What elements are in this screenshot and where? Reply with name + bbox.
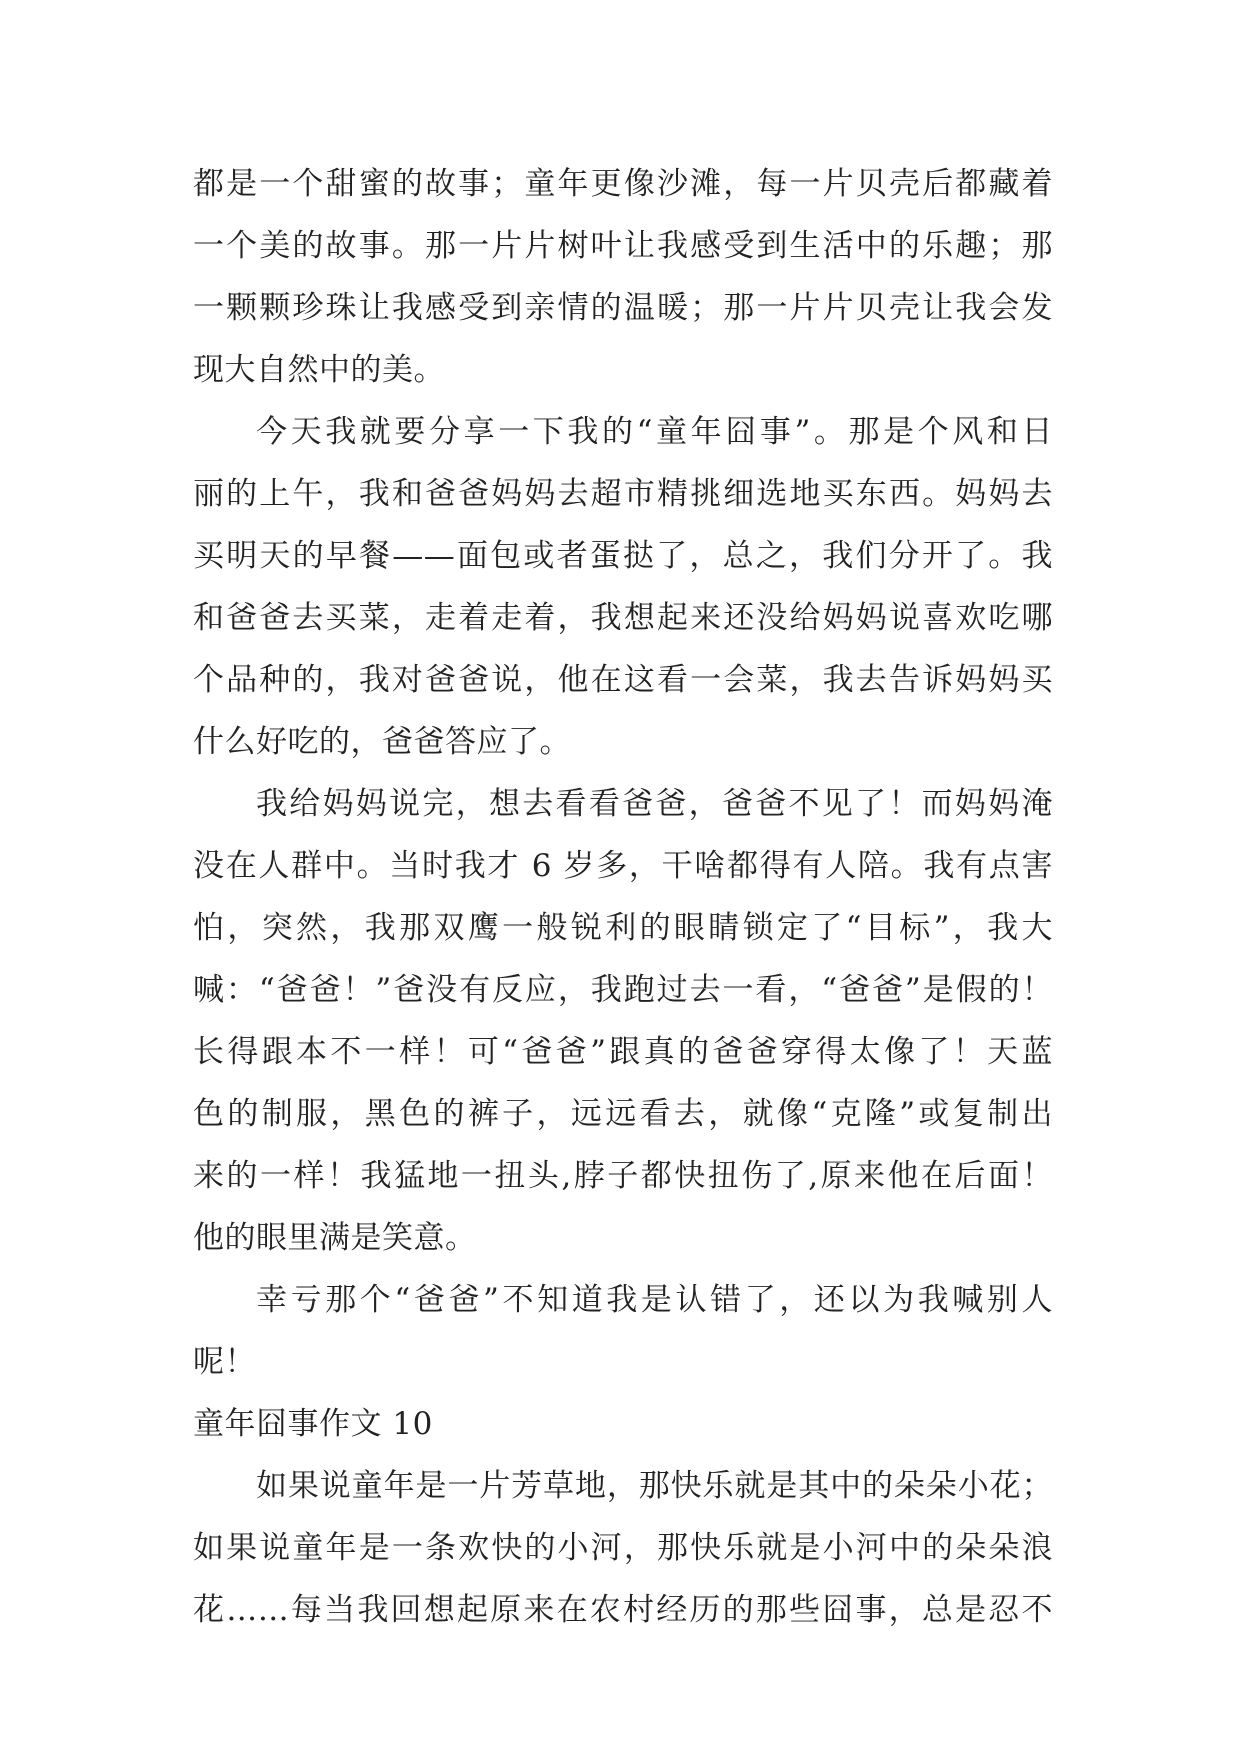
text-line: 什么好吃的，爸爸答应了。 xyxy=(193,724,571,760)
paragraph-first-line: 如果说童年是一片芳草地，那快乐就是其中的朵朵小花； xyxy=(256,1468,1053,1504)
text-line: 一颗颗珍珠让我感受到亲情的温暖；那一片片贝壳让我会发 xyxy=(193,290,1053,326)
paragraph-first-line: 今天我就要分享一下我的“童年囧事”。那是个风和日 xyxy=(256,414,1053,450)
text-line: 都是一个甜蜜的故事；童年更像沙滩，每一片贝壳后都藏着 xyxy=(193,166,1053,202)
text-line: 一个美的故事。那一片片树叶让我感受到生活中的乐趣；那 xyxy=(193,228,1053,264)
section-heading: 童年囧事作文 10 xyxy=(193,1406,433,1442)
text-line: 色的制服，黑色的裤子，远远看去，就像“克隆”或复制出 xyxy=(193,1096,1053,1132)
text-line: 花……每当我回想起原来在农村经历的那些囧事，总是忍不 xyxy=(193,1592,1053,1628)
text-line: 长得跟本不一样！可“爸爸”跟真的爸爸穿得太像了！天蓝 xyxy=(193,1034,1053,1070)
text-line: 个品种的，我对爸爸说，他在这看一会菜，我去告诉妈妈买 xyxy=(193,662,1053,698)
paragraph-first-line: 我给妈妈说完，想去看看爸爸，爸爸不见了！而妈妈淹 xyxy=(256,786,1053,822)
text-line: 来的一样！我猛地一扭头,脖子都快扭伤了,原来他在后面！ xyxy=(193,1158,1053,1194)
text-line: 现大自然中的美。 xyxy=(193,352,445,388)
text-line: 丽的上午，我和爸爸妈妈去超市精挑细选地买东西。妈妈去 xyxy=(193,476,1053,512)
text-line: 买明天的早餐——面包或者蛋挞了，总之，我们分开了。我 xyxy=(193,538,1053,574)
text-line: 他的眼里满是笑意。 xyxy=(193,1220,477,1256)
text-line: 和爸爸去买菜，走着走着，我想起来还没给妈妈说喜欢吃哪 xyxy=(193,600,1053,636)
text-line: 没在人群中。当时我才 6 岁多，干啥都得有人陪。我有点害 xyxy=(193,848,1053,884)
text-line: 喊：“爸爸！”爸没有反应，我跑过去一看，“爸爸”是假的！ xyxy=(193,972,1053,1008)
paragraph-first-line: 幸亏那个“爸爸”不知道我是认错了，还以为我喊别人 xyxy=(256,1282,1053,1318)
text-line: 呢！ xyxy=(193,1344,256,1380)
text-line: 怕，突然，我那双鹰一般锐利的眼睛锁定了“目标”，我大 xyxy=(193,910,1053,946)
text-line: 如果说童年是一条欢快的小河，那快乐就是小河中的朵朵浪 xyxy=(193,1530,1053,1566)
